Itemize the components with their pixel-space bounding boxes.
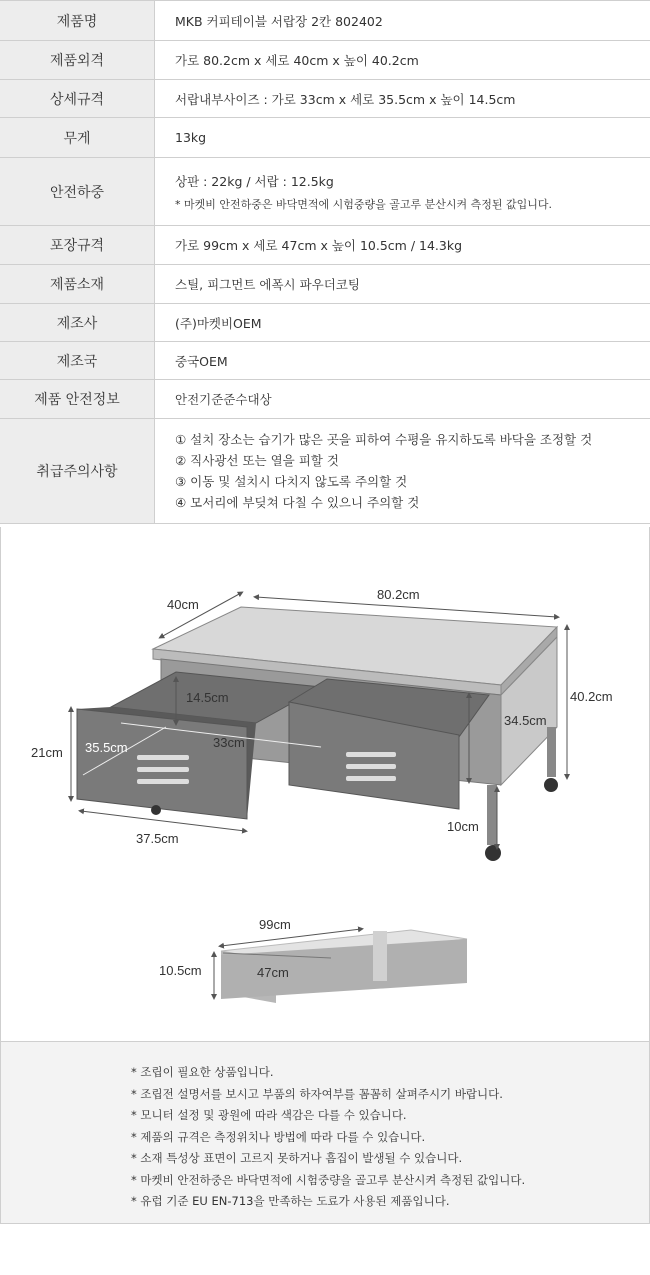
note-line: * 제품의 규격은 측정위치나 방법에 따라 다를 수 있습니다. (131, 1129, 426, 1144)
note-line: * 조립전 설명서를 보시고 부품의 하자여부를 꼼꼼히 살펴주시기 바랍니다. (131, 1086, 503, 1101)
spec-value: MKB 커피테이블 서랍장 2칸 802402 (175, 13, 383, 29)
notes-box (0, 1042, 650, 1224)
spec-value: 가로 99cm x 세로 47cm x 높이 10.5cm / 14.3kg (175, 238, 463, 253)
spec-value: 13kg (175, 130, 207, 145)
spec-value: 스틸, 피그먼트 에폭시 파우더코팅 (175, 277, 360, 292)
note-line: * 조립이 필요한 상품입니다. (131, 1065, 274, 1079)
spec-value: 중국OEM (175, 353, 228, 369)
spec-value: 안전기준준수대상 (175, 392, 272, 407)
spec-label: 제조국 (0, 342, 155, 379)
spec-row-load (0, 158, 650, 226)
spec-label: 제품소재 (0, 265, 155, 303)
caution-line: ③ 이동 및 설치시 다치지 않도록 주의할 것 (175, 474, 408, 489)
dim-leg-height: 10cm (447, 819, 479, 834)
spec-row-manufacturer (0, 304, 650, 342)
spec-value: 서랍내부사이즈 : 가로 33cm x 세로 35.5cm x 높이 14.5cm (175, 91, 516, 107)
spec-row-name (0, 1, 650, 41)
diagram-svg (1, 527, 649, 1041)
caution-line: ① 설치 장소는 습기가 많은 곳을 피하여 수평을 유지하도록 바닥을 조정할 것 (175, 432, 593, 447)
spec-value: 가로 80.2cm x 세로 40cm x 높이 40.2cm (175, 53, 419, 68)
spec-label: 제품 안전정보 (0, 380, 155, 418)
spec-row-material (0, 265, 650, 304)
spec-label: 취급주의사항 (0, 419, 155, 523)
spec-row-country (0, 342, 650, 380)
note-line: * 유럽 기준 EU EN-713을 만족하는 도료가 사용된 제품입니다. (131, 1194, 450, 1208)
dim-width: 80.2cm (377, 587, 420, 602)
dim-drawer-width: 33cm (213, 735, 245, 750)
spec-table (0, 0, 650, 524)
spec-label: 안전하중 (0, 158, 155, 225)
note-line: * 모니터 설정 및 광원에 따라 색감은 다를 수 있습니다. (131, 1108, 407, 1122)
spec-row-dimensions (0, 41, 650, 80)
spec-value: 상판 : 22kg / 서랍 : 12.5kg (175, 173, 334, 189)
spec-label: 제조사 (0, 304, 155, 341)
spec-row-weight (0, 118, 650, 158)
spec-label: 무게 (0, 118, 155, 157)
dim-front-width: 37.5cm (136, 831, 179, 846)
dim-drawer-depth: 35.5cm (85, 740, 128, 755)
dim-front-height: 21cm (31, 745, 63, 760)
dim-inner-height: 34.5cm (504, 713, 547, 728)
spec-row-safety (0, 380, 650, 419)
coffee-table-illustration (77, 607, 558, 861)
caution-line: ④ 모서리에 부딪쳐 다칠 수 있으니 주의할 것 (175, 495, 420, 510)
spec-row-detail (0, 80, 650, 118)
spec-subnote: * 마켓비 안전하중은 바닥면적에 시험중량을 골고루 분산시켜 측정된 값입니다. (175, 197, 552, 211)
spec-row-caution (0, 419, 650, 524)
note-line: * 소재 특성상 표면이 고르지 못하거나 흠집이 발생될 수 있습니다. (131, 1151, 463, 1165)
spec-label: 포장규격 (0, 226, 155, 264)
dim-package-height: 10.5cm (159, 963, 202, 978)
dim-drawer-height: 14.5cm (186, 690, 229, 705)
spec-row-package (0, 226, 650, 265)
dim-package-width: 99cm (259, 917, 291, 932)
dim-package-depth: 47cm (257, 965, 289, 980)
spec-value: (주)마켓비OEM (175, 315, 262, 331)
note-line: * 마켓비 안전하중은 바닥면적에 시험중량을 골고루 분산시켜 측정된 값입니다. (131, 1172, 526, 1187)
spec-label: 제품명 (0, 1, 155, 40)
caution-line: ② 직사광선 또는 열을 피할 것 (175, 453, 339, 468)
dimension-diagram (0, 527, 650, 1042)
spec-label: 제품외격 (0, 41, 155, 79)
dim-depth: 40cm (167, 597, 199, 612)
dim-height: 40.2cm (570, 689, 613, 704)
spec-label: 상세규격 (0, 80, 155, 117)
